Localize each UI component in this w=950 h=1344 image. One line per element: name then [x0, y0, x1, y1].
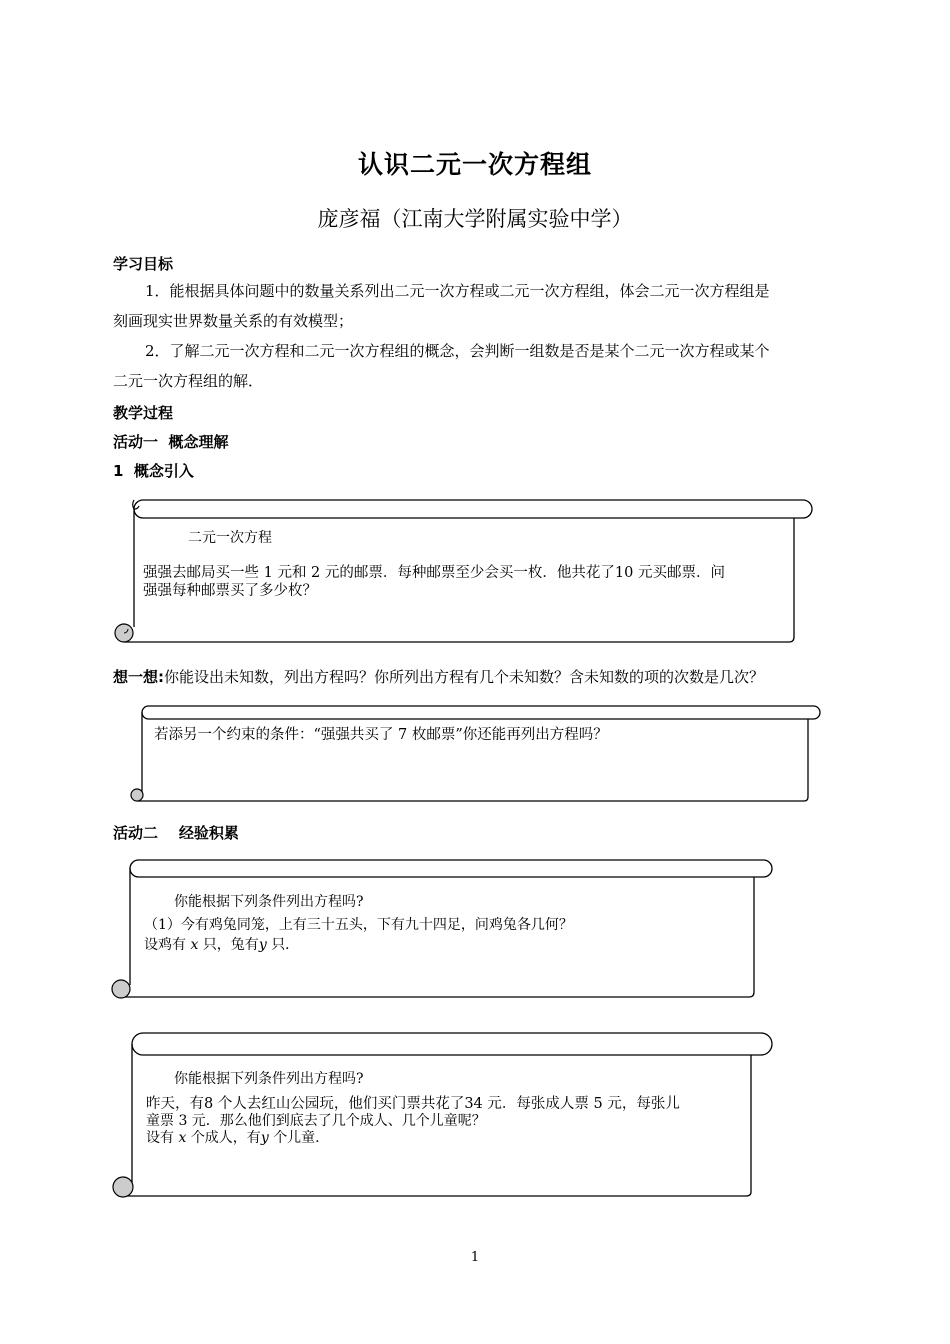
box-4-line-2: 童票 3 元．那么他们到底去了几个成人、几个儿童呢？ — [146, 1113, 486, 1129]
box-3-text-a: 设鸡有 — [144, 937, 186, 953]
box-1-title: 二元一次方程 — [188, 530, 272, 546]
var-y: y — [258, 937, 267, 953]
scroll-box-4 — [110, 1030, 774, 1200]
think-paragraph — [113, 662, 764, 692]
var-y: y — [260, 1130, 269, 1146]
box-4-line-1: 昨天，有8 个人去红山公园玩，他们买门票共花了34 元．每张成人票 5 元，每张儿 — [146, 1096, 680, 1112]
box-4-line-3 — [146, 1128, 320, 1148]
var-x: x — [190, 937, 199, 953]
scroll-box-2 — [129, 703, 822, 803]
activity-1-subheading: 1 概念引入 — [113, 462, 194, 480]
objective-1-line-2: 刻画现实世界数量关系的有效模型； — [113, 312, 354, 330]
box-4-text-c: 个儿童. — [273, 1130, 320, 1146]
page-title: 认识二元一次方程组 — [357, 150, 592, 179]
objectives-heading: 学习目标 — [113, 255, 174, 273]
box-3-title: 你能根据下列条件列出方程吗? — [174, 894, 364, 910]
box-2-text: 若添另一个约束的条件：“强强共买了 7 枚邮票”你还能再列出方程吗？ — [154, 727, 608, 743]
box-4-title: 你能根据下列条件列出方程吗? — [174, 1071, 364, 1087]
box-3-line-1: （1）今有鸡兔同笼，上有三十五头，下有九十四足，问鸡兔各几何？ — [144, 917, 573, 933]
objective-2-line-2: 二元一次方程组的解． — [113, 372, 264, 390]
box-4-text-b: 个成人，有 — [190, 1130, 261, 1146]
box-3-line-2 — [144, 935, 299, 955]
activity-2-heading: 活动二 经验积累 — [113, 824, 239, 842]
box-3-text-c: 只． — [271, 937, 300, 953]
activity-1-heading: 活动一 概念理解 — [113, 433, 229, 451]
think-text: 你能设出未知数，列出方程吗？你所列出方程有几个未知数？含未知数的项的次数是几次？ — [164, 668, 765, 686]
box-4-text-a: 设有 — [146, 1130, 174, 1146]
box-1-line-1: 强强去邮局买一些 1 元和 2 元的邮票．每种邮票至少会买一枚．他共花了10 元买邮票．问 — [143, 565, 725, 581]
scroll-box-3 — [110, 857, 774, 1001]
box-1-line-2: 强强每种邮票买了多少枚？ — [143, 583, 317, 599]
box-3-text-b: 只，兔有 — [202, 937, 259, 953]
page-number: 1 — [470, 1250, 480, 1265]
process-heading: 教学过程 — [113, 404, 174, 422]
scroll-box-1 — [112, 497, 814, 645]
scroll-frame — [129, 703, 822, 803]
objective-1-line-1: 1．能根据具体问题中的数量关系列出二元一次方程或二元一次方程组，体会二元一次方程组是 — [145, 282, 770, 300]
objective-2-line-1: 2．了解二元一次方程和二元一次方程组的概念，会判断一组数是否是某个二元一次方程或某个 — [145, 342, 770, 360]
author-line: 庞彦福（江南大学附属实验中学） — [317, 207, 633, 231]
think-label: 想一想: — [113, 668, 164, 686]
var-x: x — [178, 1130, 187, 1146]
